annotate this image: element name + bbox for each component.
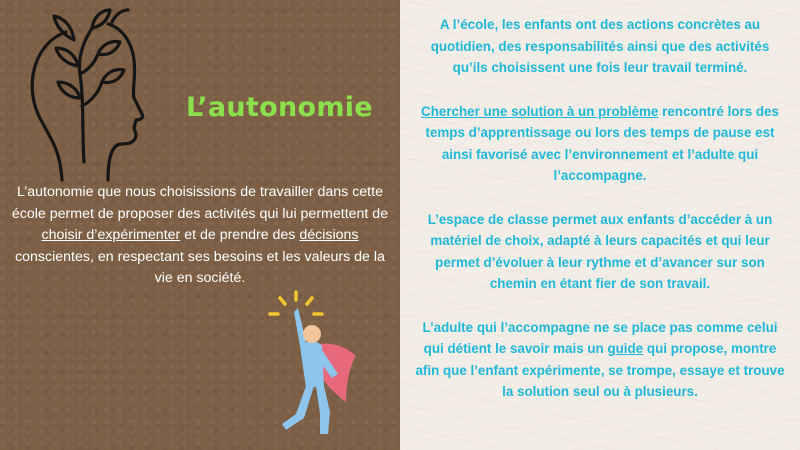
left-text-part: L’autonomie que nous choisissions de travailler dans cette école permet de proposer des activités qui lui permettent de <box>11 184 389 222</box>
paragraph-text: rencontré lors des temps d’apprentissage ou lors des temps de pause est ainsi favorisé avec l’environnement et l’adulte qui l’accompagne. <box>425 103 779 183</box>
left-text-part: conscientes, en respectant ses besoins et les valeurs de la vie en société. <box>15 248 385 287</box>
right-text-block <box>412 14 788 425</box>
paragraph-text: qui propose, montre afin que l’enfant expérimente, se trompe, essaye et trouve la solution seul ou à plusieurs. <box>415 341 785 399</box>
paragraph-espace-classe: L’espace de classe permet aux enfants d’accéder à un matériel de choix, adapté à leurs capacités et qui leur permet d’évoluer à leur rythme et d’avancer sur son chemin en étant fier de son travail. <box>427 211 773 291</box>
left-paragraph <box>8 182 392 290</box>
page-title: L’autonomie <box>186 92 373 123</box>
head-growth-icon <box>22 2 172 187</box>
paragraph-responsabilites: A l’école, les enfants ont des actions concrètes au quotidien, des responsabilités ainsi que des activités qu’ils choisissent une fois leur travail terminé. <box>430 17 770 75</box>
link-guide[interactable]: guide <box>607 341 644 356</box>
paragraph-text: L’adulte qui l’accompagne ne se place pas comme celui qui détient le savoir mais un <box>422 319 778 356</box>
link-decisions[interactable]: décisions <box>299 227 359 244</box>
paragraph-probleme <box>412 101 788 187</box>
left-text-part: et de prendre des <box>180 227 300 244</box>
link-chercher-solution[interactable]: Chercher une solution à un problème <box>421 103 659 119</box>
superhero-icon <box>266 290 366 440</box>
link-choisir-experimenter[interactable]: choisir d’expérimenter <box>41 227 181 244</box>
paragraph-adulte <box>412 317 788 403</box>
